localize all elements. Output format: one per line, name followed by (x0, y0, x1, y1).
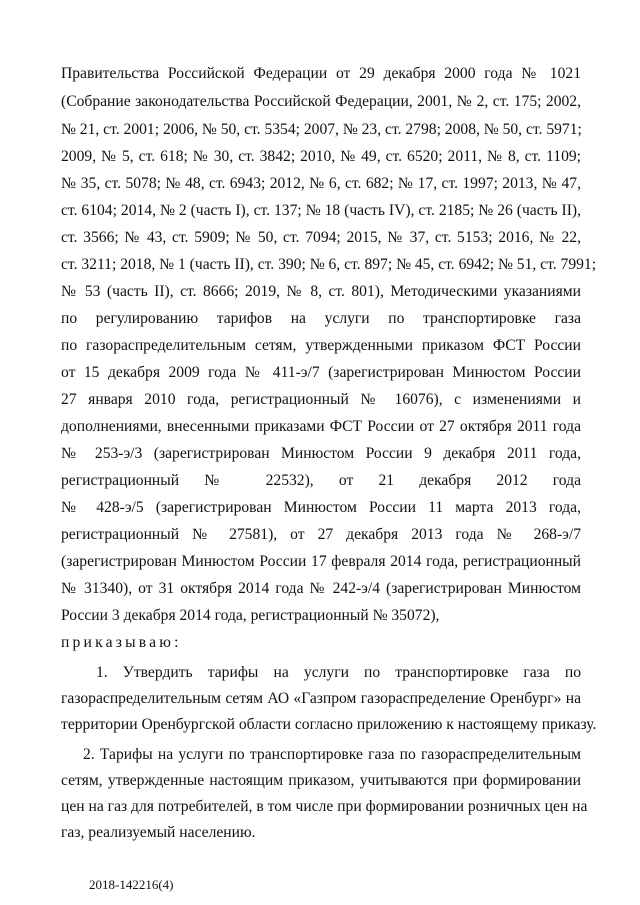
body-line: № 31340), от 31 октября 2014 года № 242-э/4 (зарегистрирован Минюстом (61, 580, 581, 597)
body-line: № 253-э/3 (зарегистрирован Минюстом России 9 декабря 2011 года, (61, 445, 581, 462)
body-line: 27 января 2010 года, регистрационный № 16076), с изменениями и (61, 391, 581, 408)
body-line: № 35, ст. 5078; № 48, ст. 6943; 2012, № 6, ст. 682; № 17, ст. 1997; 2013, № 47, (61, 175, 581, 192)
item-1-line: территории Оренбургской области согласно приложению к настоящему приказу. (61, 716, 597, 733)
body-line: ст. 3211; 2018, № 1 (часть II), ст. 390; № 6, ст. 897; № 45, ст. 6942; № 51, ст. 7991; (61, 256, 597, 273)
body-line: № 428-э/5 (зарегистрирован Минюстом России 11 марта 2013 года, (61, 499, 581, 516)
body-line: регистрационный № 27581), от 27 декабря 2013 года № 268-э/7 (61, 526, 581, 543)
body-line: № 53 (часть II), ст. 8666; 2019, № 8, ст. 801), Методическими указаниями (61, 283, 581, 300)
body-line: (зарегистрирован Минюстом России 17 февраля 2014 года, регистрационный (61, 553, 581, 570)
body-line: № 21, ст. 2001; 2006, № 50, ст. 5354; 2007, № 23, ст. 2798; 2008, № 50, ст. 5971; (61, 121, 582, 138)
body-line: 2009, № 5, ст. 618; № 30, ст. 3842; 2010, № 49, ст. 6520; 2011, № 8, ст. 1109; (61, 148, 581, 165)
item-2-line: сетям, утвержденные настоящим приказом, учитываются при формировании (61, 772, 581, 789)
body-line: регистрационный № 22532), от 21 декабря 2012 года (61, 472, 581, 489)
item-1-line: газораспределительным сетям АО «Газпром газораспределение Оренбург» на (61, 690, 581, 707)
item-2-line: газ, реализуемый населению. (61, 824, 256, 841)
body-line: ст. 3566; № 43, ст. 5909; № 50, ст. 7094; 2015, № 37, ст. 5153; 2016, № 22, (61, 229, 581, 246)
body-line: (Собрание законодательства Российской Федерации, 2001, № 2, ст. 175; 2002, (61, 93, 581, 110)
item-2-line: цен на газ для потребителей, в том числе при формировании розничных цен на (61, 798, 588, 815)
body-line: ст. 6104; 2014, № 2 (часть I), ст. 137; № 18 (часть IV), ст. 2185; № 26 (часть II), (61, 202, 581, 219)
command-word: приказываю: (61, 634, 182, 651)
body-line: по газораспределительным сетям, утвержденными приказом ФСТ России (61, 337, 581, 354)
body-line: Правительства Российской Федерации от 29 декабря 2000 года № 1021 (61, 65, 581, 82)
body-line: по регулированию тарифов на услуги по транспортировке газа (61, 310, 581, 327)
item-2-line: 2. Тарифы на услуги по транспортировке газа по газораспределительным (83, 746, 581, 763)
footer-doc-number: 2018-142216(4) (89, 877, 174, 892)
body-line: дополнениями, внесенными приказами ФСТ России от 27 октября 2011 года (61, 418, 581, 435)
body-line: от 15 декабря 2009 года № 411-э/7 (зарегистрирован Минюстом России (61, 364, 581, 381)
item-1-line: 1. Утвердить тарифы на услуги по транспортировке газа по (96, 664, 581, 681)
body-line: России 3 декабря 2014 года, регистрационный № 35072), (61, 607, 440, 624)
